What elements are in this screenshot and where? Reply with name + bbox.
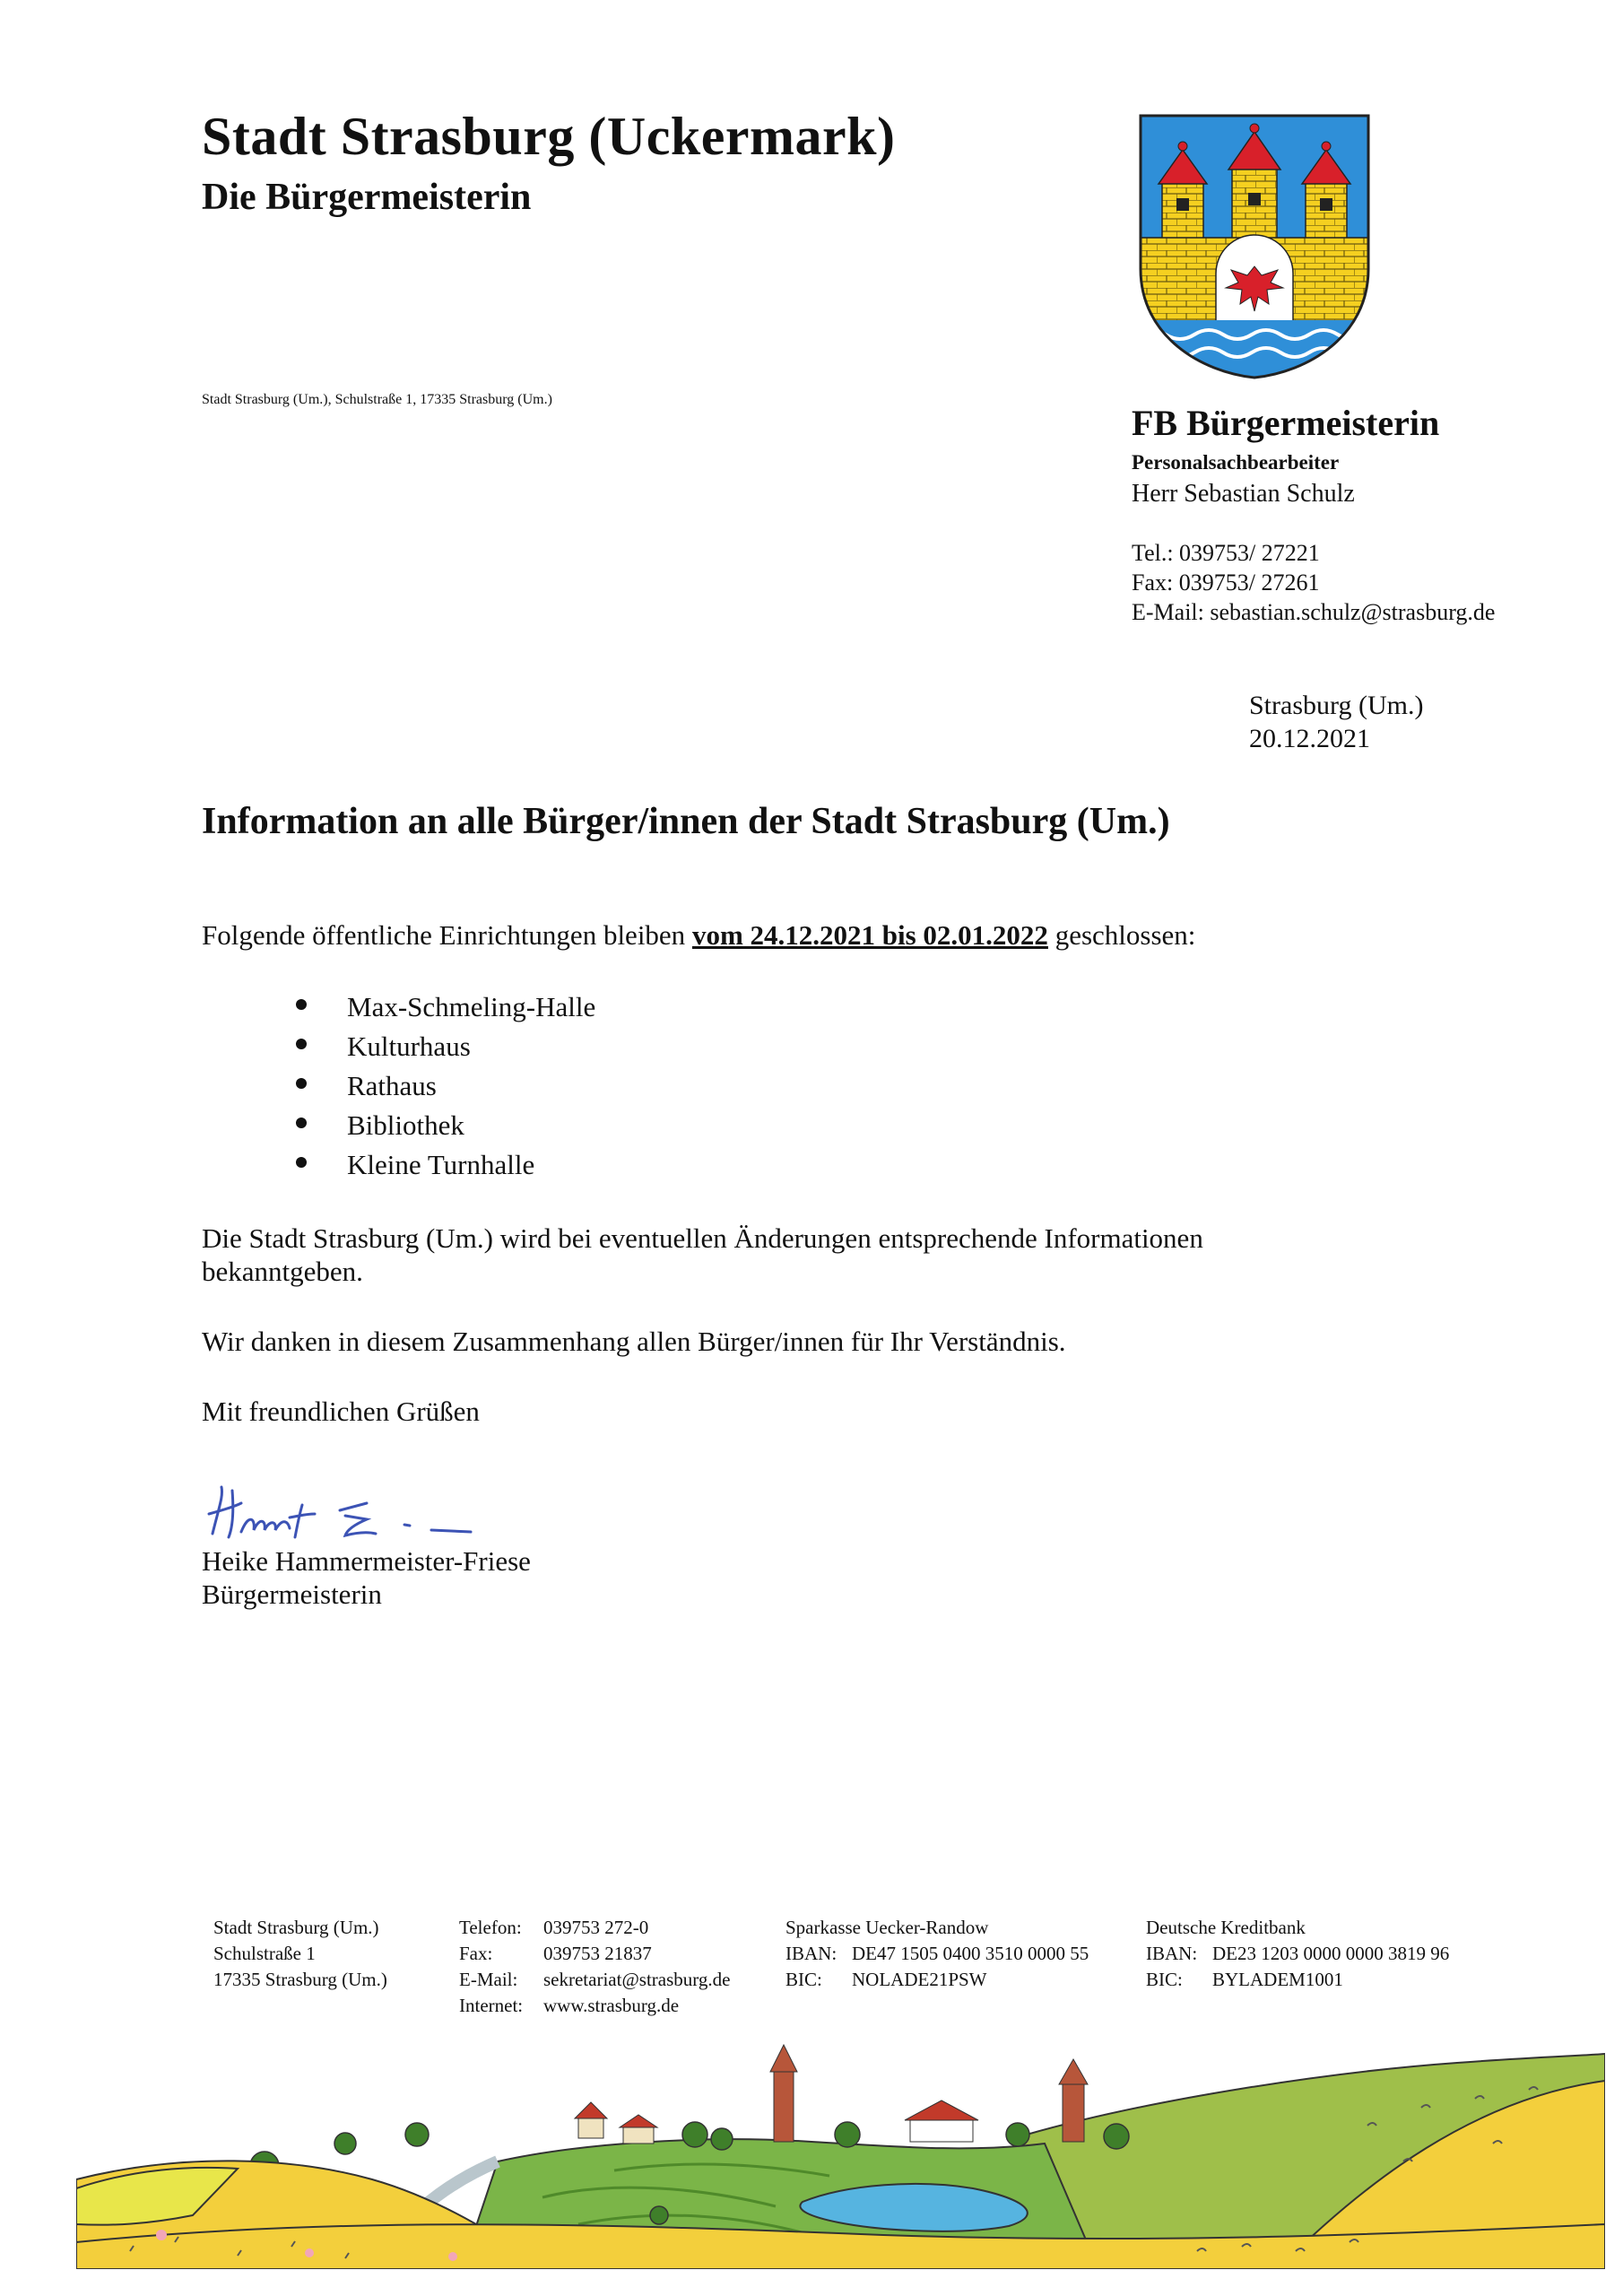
- footer-address-line: 17335 Strasburg (Um.): [213, 1969, 387, 1990]
- signer-name: Heike Hammermeister-Friese: [202, 1545, 531, 1577]
- footer-website: www.strasburg.de: [543, 1995, 680, 2016]
- return-address: Stadt Strasburg (Um.), Schulstraße 1, 17335 Strasburg (Um.): [202, 392, 552, 407]
- department-block: [1132, 402, 1439, 509]
- iban-value: DE23 1203 0000 0000 3819 96: [1212, 1943, 1450, 1964]
- closing-salutation: Mit freundlichen Grüßen: [202, 1396, 480, 1427]
- bank-name: Sparkasse Uecker-Randow: [785, 1917, 989, 1938]
- footer-email: sekretariat@strasburg.de: [543, 1969, 731, 1990]
- list-item: [296, 1031, 595, 1070]
- iban-label: IBAN:: [785, 1943, 838, 1964]
- footer-bank-dkb: [1146, 1915, 1449, 1993]
- place: Strasburg (Um.): [1249, 691, 1424, 720]
- letter-date: 20.12.2021: [1249, 724, 1370, 753]
- contact-email: E-Mail: sebastian.schulz@strasburg.de: [1132, 599, 1496, 625]
- bic-value: NOLADE21PSW: [852, 1969, 987, 1990]
- footer-label: E-Mail:: [459, 1969, 518, 1990]
- list-item: [296, 1070, 595, 1109]
- letter-subject: Information an alle Bürger/innen der Stadt Strasburg (Um.): [202, 801, 1170, 842]
- list-item: [296, 1109, 595, 1149]
- signer-title: Bürgermeisterin: [202, 1578, 382, 1610]
- organization-name: Stadt Strasburg (Uckermark): [202, 107, 896, 166]
- signature-icon: [202, 1478, 480, 1550]
- bic-label: BIC:: [1146, 1969, 1183, 1990]
- footer-fax: 039753 21837: [543, 1943, 652, 1964]
- closure-period: vom 24.12.2021 bis 02.01.2022: [691, 919, 1048, 951]
- place-date: [1249, 689, 1423, 755]
- organization-subtitle: Die Bürgermeisterin: [202, 177, 532, 218]
- coat-of-arms-icon: [1137, 112, 1372, 381]
- contact-details: [1132, 538, 1495, 627]
- department-role: Personalsachbearbeiter: [1132, 451, 1340, 474]
- list-item: [296, 991, 595, 1031]
- bic-label: BIC:: [785, 1969, 822, 1990]
- thanks-paragraph: Wir danken in diesem Zusammenhang allen Bürger/innen für Ihr Verständnis.: [202, 1326, 1066, 1357]
- footer-bank-sparkasse: [785, 1915, 1089, 1993]
- facility-name: Kleine Turnhalle: [347, 1149, 535, 1180]
- iban-value: DE47 1505 0400 3510 0000 55: [852, 1943, 1089, 1964]
- facility-name: Kulturhaus: [347, 1031, 471, 1062]
- bic-value: BYLADEM1001: [1212, 1969, 1343, 1990]
- bullet-icon: [296, 1039, 307, 1049]
- facility-list: [296, 991, 595, 1188]
- footer-address: [213, 1915, 387, 1993]
- contact-fax: Fax: 039753/ 27261: [1132, 570, 1320, 596]
- footer-phone: 039753 272-0: [543, 1917, 649, 1938]
- changes-paragraph: Die Stadt Strasburg (Um.) wird bei eventuellen Änderungen entsprechende Informationen bekanntgeben.: [202, 1222, 1203, 1287]
- bank-name: Deutsche Kreditbank: [1146, 1917, 1306, 1938]
- intro-paragraph: [202, 919, 1195, 952]
- intro-text: Folgende öffentliche Einrichtungen bleiben: [202, 919, 692, 951]
- landscape-illustration-icon: [76, 2000, 1605, 2269]
- department-title: FB Bürgermeisterin: [1132, 403, 1440, 443]
- contact-tel: Tel.: 039753/ 27221: [1132, 540, 1320, 566]
- facility-name: Max-Schmeling-Halle: [347, 991, 596, 1022]
- footer-label: Telefon:: [459, 1917, 522, 1938]
- footer-address-line: Stadt Strasburg (Um.): [213, 1917, 379, 1938]
- iban-label: IBAN:: [1146, 1943, 1198, 1964]
- facility-name: Rathaus: [347, 1070, 437, 1101]
- bullet-icon: [296, 1118, 307, 1128]
- footer-label: Internet:: [459, 1995, 524, 2016]
- bullet-icon: [296, 999, 307, 1010]
- footer-label: Fax:: [459, 1943, 493, 1964]
- bullet-icon: [296, 1157, 307, 1168]
- intro-text-end: geschlossen:: [1047, 919, 1196, 951]
- signer-block: [202, 1544, 531, 1611]
- contact-person: Herr Sebastian Schulz: [1132, 480, 1355, 508]
- facility-name: Bibliothek: [347, 1109, 464, 1141]
- footer-address-line: Schulstraße 1: [213, 1943, 316, 1964]
- list-item: [296, 1149, 595, 1188]
- bullet-icon: [296, 1078, 307, 1089]
